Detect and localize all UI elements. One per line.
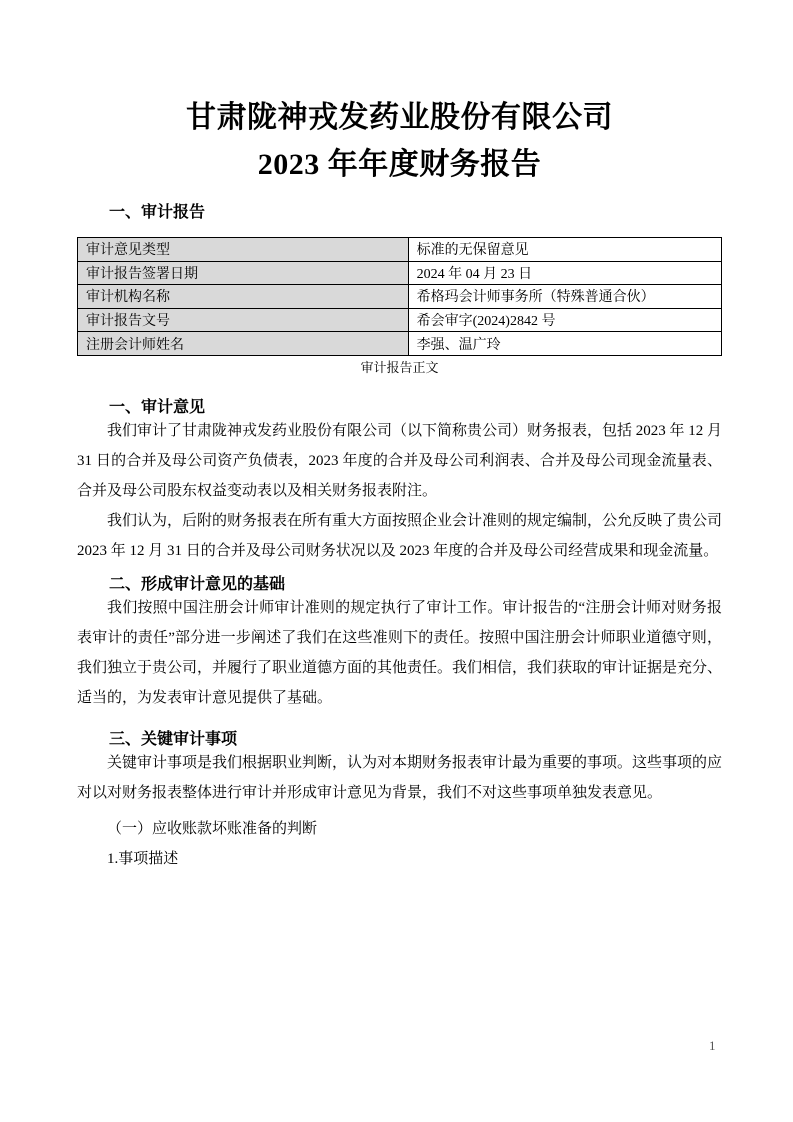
section-heading-audit-opinion: 一、审计意见	[109, 398, 206, 416]
subitem-receivables-bad-debt: （一）应收账款坏账准备的判断	[107, 820, 318, 837]
paragraph-key-audit-matters: 关键审计事项是我们根据职业判断，认为对本期财务报表审计最为重要的事项。这些事项的应对以对财务报表整体进行审计并形成审计意见为背景，我们不对这些事项单独发表意见。	[77, 754, 723, 801]
subitem-matter-description: 1.事项描述	[107, 850, 179, 867]
table-value-audit-firm: 希格玛会计师事务所（特殊普通合伙）	[408, 285, 721, 309]
table-value-report-number: 希会审字(2024)2842 号	[408, 308, 721, 332]
table-value-opinion-type: 标准的无保留意见	[408, 238, 721, 262]
table-value-sign-date: 2024 年 04 月 23 日	[408, 261, 721, 285]
table-row	[78, 261, 722, 285]
page-number: 1	[709, 1038, 716, 1053]
paragraph-opinion-scope: 我们审计了甘肃陇神戎发药业股份有限公司（以下简称贵公司）财务报表，包括 2023 年 12 月 31 日的合并及母公司资产负债表，2023 年度的合并及母公司利润表、合并及母公司现金流量表、合并及母公司股东权益变动表以及相关财务报表附注。	[77, 422, 723, 499]
table-label-cpa-names: 注册会计师姓名	[78, 332, 409, 356]
table-label-sign-date: 审计报告签署日期	[78, 261, 409, 285]
document-title-block	[77, 94, 722, 188]
audit-info-table	[77, 237, 722, 356]
table-row	[78, 238, 722, 262]
table-label-report-number: 审计报告文号	[78, 308, 409, 332]
paragraph-opinion-basis: 我们按照中国注册会计师审计准则的规定执行了审计工作。审计报告的“注册会计师对财务报表审计的责任”部分进一步阐述了我们在这些准则下的责任。按照中国注册会计师职业道德守则，我们独立于贵公司，并履行了职业道德方面的其他责任。我们相信，我们获取的审计证据是充分、适当的，为发表审计意见提供了基础。	[77, 599, 723, 706]
document-subtitle: 2023 年年度财务报告	[257, 148, 542, 181]
section-heading-key-audit-matters: 三、关键审计事项	[109, 730, 238, 748]
section-heading-opinion-basis: 二、形成审计意见的基础	[109, 575, 286, 593]
table-label-opinion-type: 审计意见类型	[78, 238, 409, 262]
table-row	[78, 332, 722, 356]
table-row	[78, 308, 722, 332]
section-heading-audit-report: 一、审计报告	[109, 204, 206, 221]
table-value-cpa-names: 李强、温广玲	[408, 332, 721, 356]
paragraph-opinion-conclusion: 我们认为，后附的财务报表在所有重大方面按照企业会计准则的规定编制，公允反映了贵公司 2023 年 12 月 31 日的合并及母公司财务状况以及 2023 年度的合并及母公司经营成果和现金流量。	[77, 512, 723, 559]
table-row	[78, 285, 722, 309]
document-title: 甘肃陇神戎发药业股份有限公司	[186, 101, 613, 134]
table-label-audit-firm: 审计机构名称	[78, 285, 409, 309]
audit-report-body-caption: 审计报告正文	[360, 359, 439, 375]
